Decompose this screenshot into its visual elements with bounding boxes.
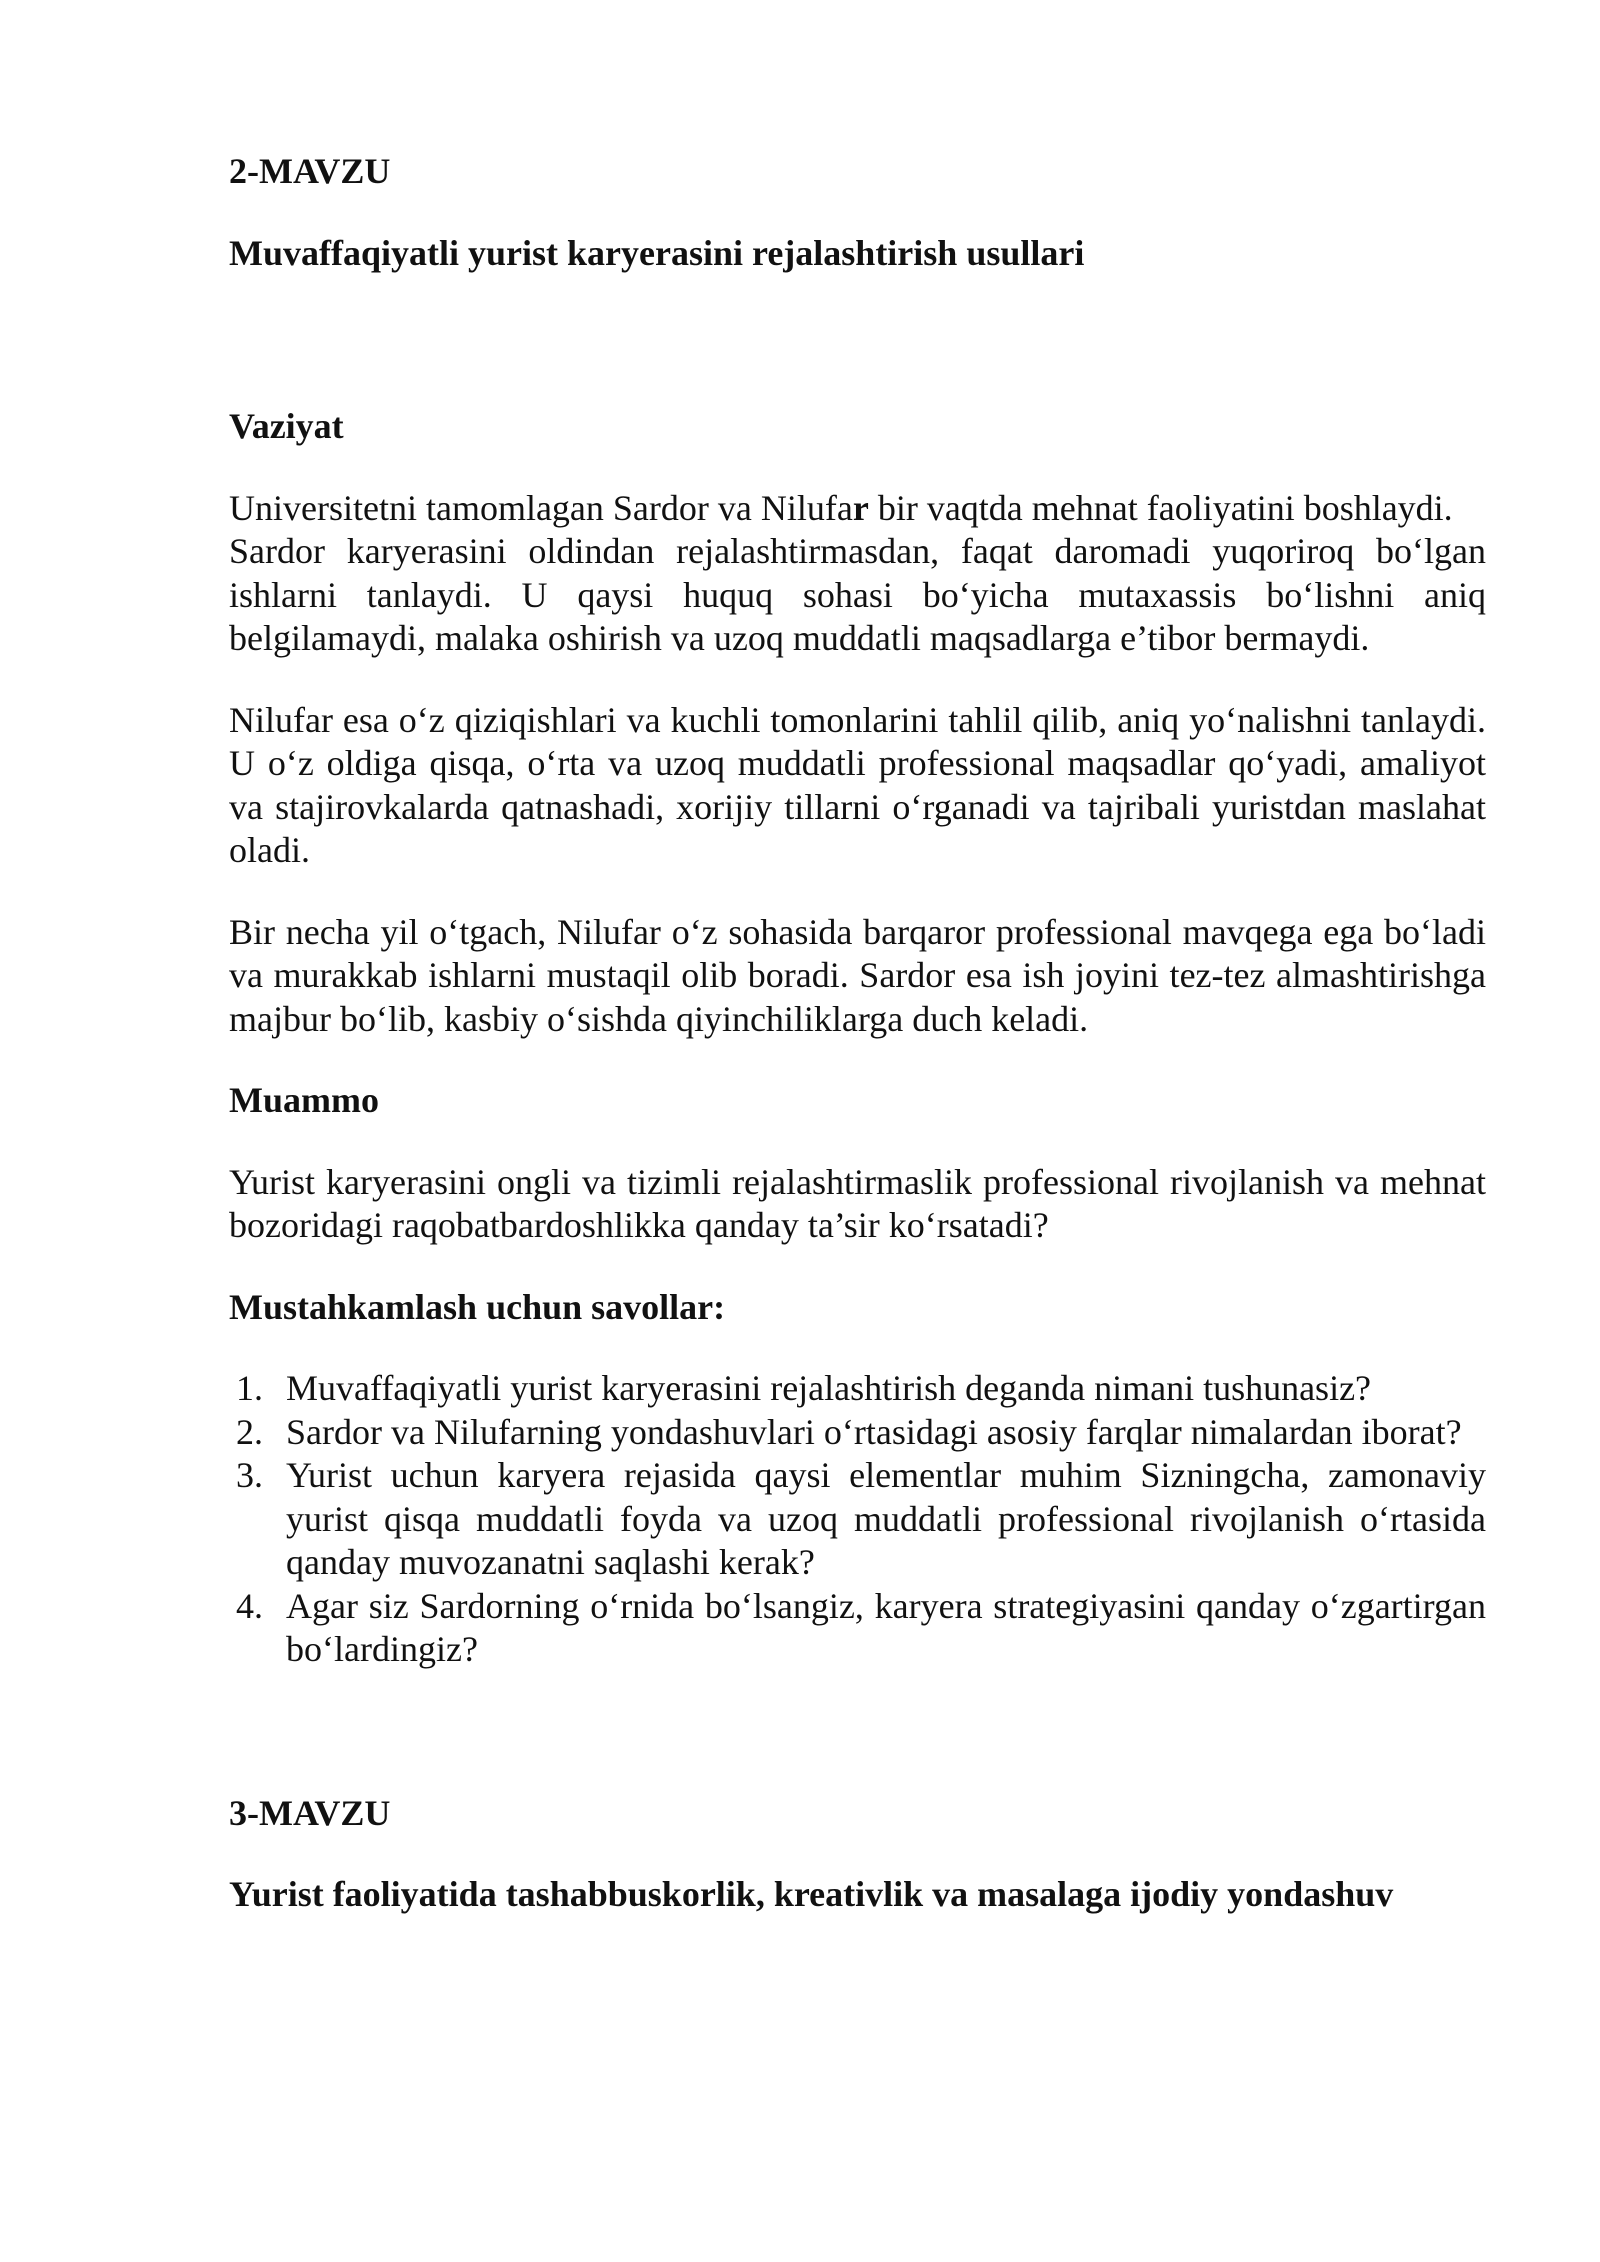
document-page [229, 150, 1486, 1917]
topic-2-title: Muvaffaqiyatli yurist karyerasini rejalashtirish usullari [229, 232, 1085, 273]
situation-paragraph-4: Bir necha yil o‘tgach, Nilufar o‘z sohasida barqaror professional mavqega ega bo‘ladi va murakkab ishlarni mustaqil olib boradi. Sardor esa ish joyini tez-tez almashtirishga majbur bo‘lib, kasbiy o‘sishda qiyinchiliklarga duch keladi. [229, 911, 1486, 1039]
situation-p1-after: bir vaqtda mehnat faoliyatini boshlaydi. [868, 487, 1453, 528]
question-item [229, 1411, 1486, 1455]
problem-heading: Muammo [229, 1080, 379, 1120]
questions-list [229, 1367, 1486, 1672]
question-number: 3. [236, 1455, 263, 1495]
questions-heading: Mustahkamlash uchun savollar: [229, 1286, 726, 1327]
situation-p1-bold: r [852, 487, 869, 528]
question-number: 2. [236, 1411, 263, 1452]
question-text: Yurist uchun karyera rejasida qaysi elementlar muhim Sizningcha, zamonaviy yurist qisqa muddatli foyda va uzoq muddatli professional rivojlanish o‘rtasida qanday muvozanatni saqlashi kerak? [286, 1455, 1486, 1582]
topic-2-number: 2-MAVZU [229, 151, 391, 191]
question-number: 4. [236, 1585, 263, 1626]
situation-heading: Vaziyat [229, 406, 344, 446]
situation-paragraph-2: Sardor karyerasini oldindan rejalashtirmasdan, faqat daromadi yuqoriroq bo‘lgan ishlarni tanlaydi. U qaysi huquq sohasi bo‘yicha mutaxassis bo‘lishni aniq belgilamaydi, malaka oshirish va uzoq muddatli maqsadlarga e’tibor bermaydi. [229, 531, 1486, 658]
question-item [229, 1585, 1486, 1672]
question-item [229, 1367, 1486, 1411]
topic-3-title: Yurist faoliyatida tashabbuskorlik, kreativlik va masalaga ijodiy yondashuv [229, 1874, 1394, 1914]
situation-paragraph-1 [229, 487, 1486, 531]
question-text: Agar siz Sardorning o‘rnida bo‘lsangiz, karyera strategiyasini qanday o‘zgartirgan bo‘lardingiz? [286, 1585, 1486, 1669]
problem-text: Yurist karyerasini ongli va tizimli rejalashtirmaslik professional rivojlanish va mehnat bozoridagi raqobatbardoshlikka qanday ta’sir ko‘rsatadi? [229, 1161, 1486, 1245]
question-text: Muvaffaqiyatli yurist karyerasini rejalashtirish deganda nimani tushunasiz? [286, 1368, 1372, 1408]
situation-p1-before: Universitetni tamomlagan Sardor va Nilufa [229, 487, 853, 528]
situation-paragraph-3: Nilufar esa o‘z qiziqishlari va kuchli tomonlarini tahlil qilib, aniq yo‘nalishni tanlaydi. U o‘z oldiga qisqa, o‘rta va uzoq muddatli professional maqsadlar qo‘yadi, amaliyot va stajirovkalarda qatnashadi, xorijiy tillarni o‘rganadi va tajribali yuristdan maslahat oladi. [229, 699, 1486, 870]
question-text: Sardor va Nilufarning yondashuvlari o‘rtasidagi asosiy farqlar nimalardan iborat? [286, 1411, 1462, 1452]
question-number: 1. [236, 1368, 263, 1408]
question-item [229, 1454, 1486, 1585]
topic-3-number: 3-MAVZU [229, 1792, 391, 1833]
